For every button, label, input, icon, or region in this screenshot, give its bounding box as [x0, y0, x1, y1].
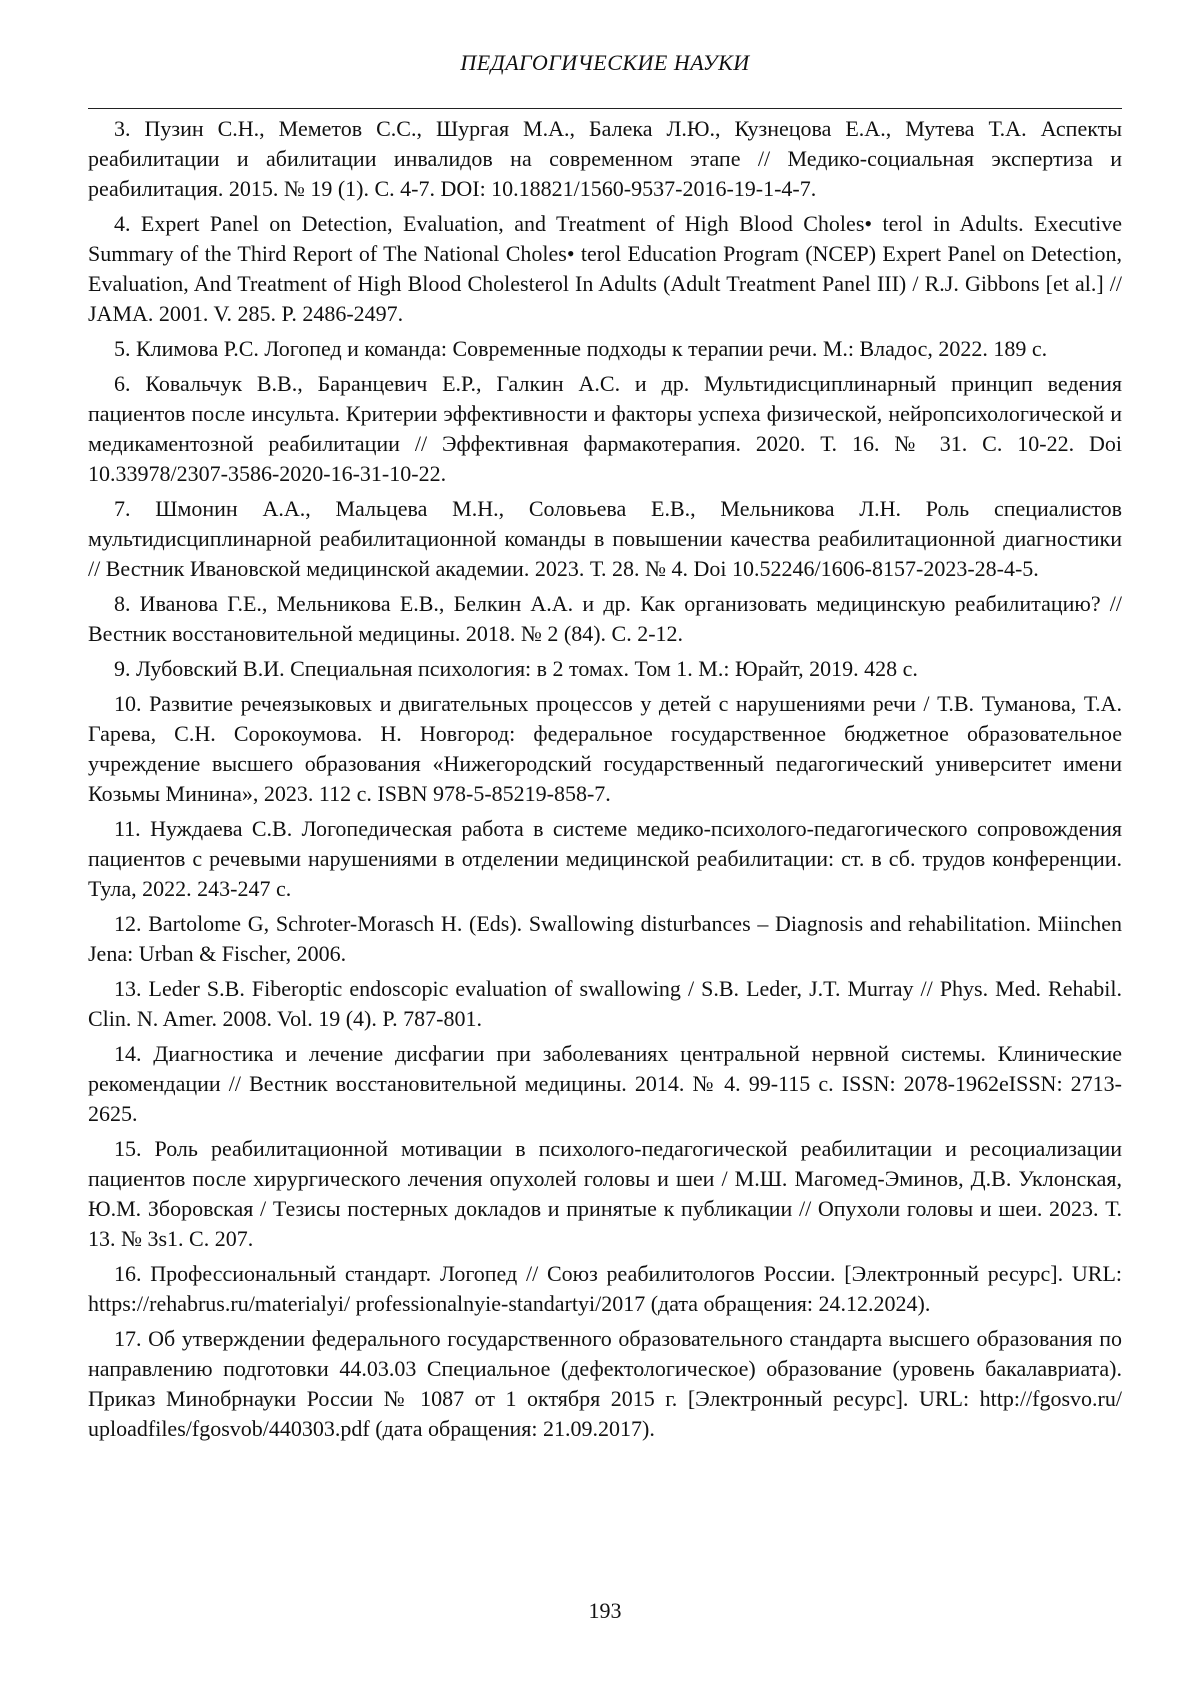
- reference-item-6: 6. Ковальчук В.В., Баранцевич Е.Р., Галкин А.С. и др. Мультидисциплинарный принцип ведения пациентов после инсульта. Критерии эффективности и факторы успеха физической, нейропсихологической и медикаментозной реабилитации // Эффективная фармакотерапия. 2020. Т. 16. № 31. С. 10-22. Doi 10.33978/2307-3586-2020-16-31-10-22.: [88, 371, 1122, 486]
- page-number: 193: [588, 1598, 622, 1623]
- reference-item-16: 16. Профессиональный стандарт. Логопед // Союз реабилитологов России. [Электронный ресурс]. URL: https://rehabrus.ru/materialyi/ professionalnyie-standartyi/2017 (дата обращения: 24.12.2024).: [88, 1261, 1122, 1316]
- reference-item-14: 14. Диагностика и лечение дисфагии при заболеваниях центральной нервной системы. Клинические рекомендации // Вестник восстановительной медицины. 2014. № 4. 99-115 с. ISSN: 2078-1962eISSN: 2713-2625.: [88, 1041, 1122, 1126]
- reference-item-10: 10. Развитие речеязыковых и двигательных процессов у детей с нарушениями речи / Т.В. Туманова, Т.А. Гарева, С.Н. Сорокоумова. Н. Новгород: федеральное государственное бюджетное образовательное учреждение высшего образования «Нижегородский государственный педагогический университет имени Козьмы Минина», 2023. 112 с. ISBN 978-5-85219-858-7.: [88, 691, 1122, 806]
- reference-item-4: 4. Expert Panel on Detection, Evaluation, and Treatment of High Blood Choles• terol in Adults. Executive Summary of the Third Report of The National Choles• terol Education Program (NCEP) Expert Panel on Detection, Evaluation, And Treatment of High Blood Cholesterol In Adults (Adult Treatment Panel III) / R.J. Gibbons [et al.] // JAMA. 2001. V. 285. P. 2486-2497.: [88, 211, 1122, 326]
- reference-item-7: 7. Шмонин А.А., Мальцева М.Н., Соловьева Е.В., Мельникова Л.Н. Роль специалистов мультидисциплинарной реабилитационной команды в повышении качества реабилитационной диагностики // Вестник Ивановской медицинской академии. 2023. Т. 28. № 4. Doi 10.52246/1606-8157-2023-28-4-5.: [88, 496, 1122, 581]
- reference-list: [88, 114, 1122, 1449]
- reference-item-3: 3. Пузин С.Н., Меметов С.С., Шургая М.А., Балека Л.Ю., Кузнецова Е.А., Мутева Т.А. Аспекты реабилитации и абилитации инвалидов на современном этапе // Медико-социальная экспертиза и реабилитация. 2015. № 19 (1). С. 4-7. DOI: 10.18821/1560-9537-2016-19-1-4-7.: [88, 116, 1122, 201]
- reference-item-13: 13. Leder S.B. Fiberoptic endoscopic evaluation of swallowing / S.B. Leder, J.T. Murray // Phys. Med. Rehabil. Clin. N. Amer. 2008. Vol. 19 (4). P. 787-801.: [88, 976, 1122, 1031]
- reference-item-15: 15. Роль реабилитационной мотивации в психолого-педагогической реабилитации и ресоциализации пациентов после хирургического лечения опухолей головы и шеи / М.Ш. Магомед-Эминов, Д.В. Уклонская, Ю.М. Зборовская / Тезисы постерных докладов и принятые к публикации // Опухоли головы и шеи. 2023. Т. 13. № 3s1. С. 207.: [88, 1136, 1122, 1251]
- header-divider: [88, 108, 1122, 109]
- reference-item-5: 5. Климова Р.С. Логопед и команда: Современные подходы к терапии речи. М.: Владос, 2022. 189 с.: [114, 336, 1048, 361]
- reference-item-11: 11. Нуждаева С.В. Логопедическая работа в системе медико-психолого-педагогического сопровождения пациентов с речевыми нарушениями в отделении медицинской реабилитации: ст. в сб. трудов конференции. Тула, 2022. 243-247 с.: [88, 816, 1122, 901]
- reference-item-17: 17. Об утверждении федерального государственного образовательного стандарта высшего образования по направлению подготовки 44.03.03 Специальное (дефектологическое) образование (уровень бакалавриата). Приказ Минобрнауки России № 1087 от 1 октября 2015 г. [Электронный ресурс]. URL: http://fgosvo.ru/ uploadfiles/fgosvob/440303.pdf (дата обращения: 21.09.2017).: [88, 1326, 1122, 1441]
- reference-item-9: 9. Лубовский В.И. Специальная психология: в 2 томах. Том 1. М.: Юрайт, 2019. 428 с.: [114, 656, 918, 681]
- reference-item-12: 12. Bartolome G, Schroter-Morasch H. (Eds). Swallowing disturbances – Diagnosis and rehabilitation. Miinchen Jena: Urban & Fischer, 2006.: [88, 911, 1122, 966]
- reference-item-8: 8. Иванова Г.Е., Мельникова Е.В., Белкин А.А. и др. Как организовать медицинскую реабилитацию? // Вестник восстановительной медицины. 2018. № 2 (84). С. 2-12.: [88, 591, 1122, 646]
- running-header: ПЕДАГОГИЧЕСКИЕ НАУКИ: [460, 50, 750, 75]
